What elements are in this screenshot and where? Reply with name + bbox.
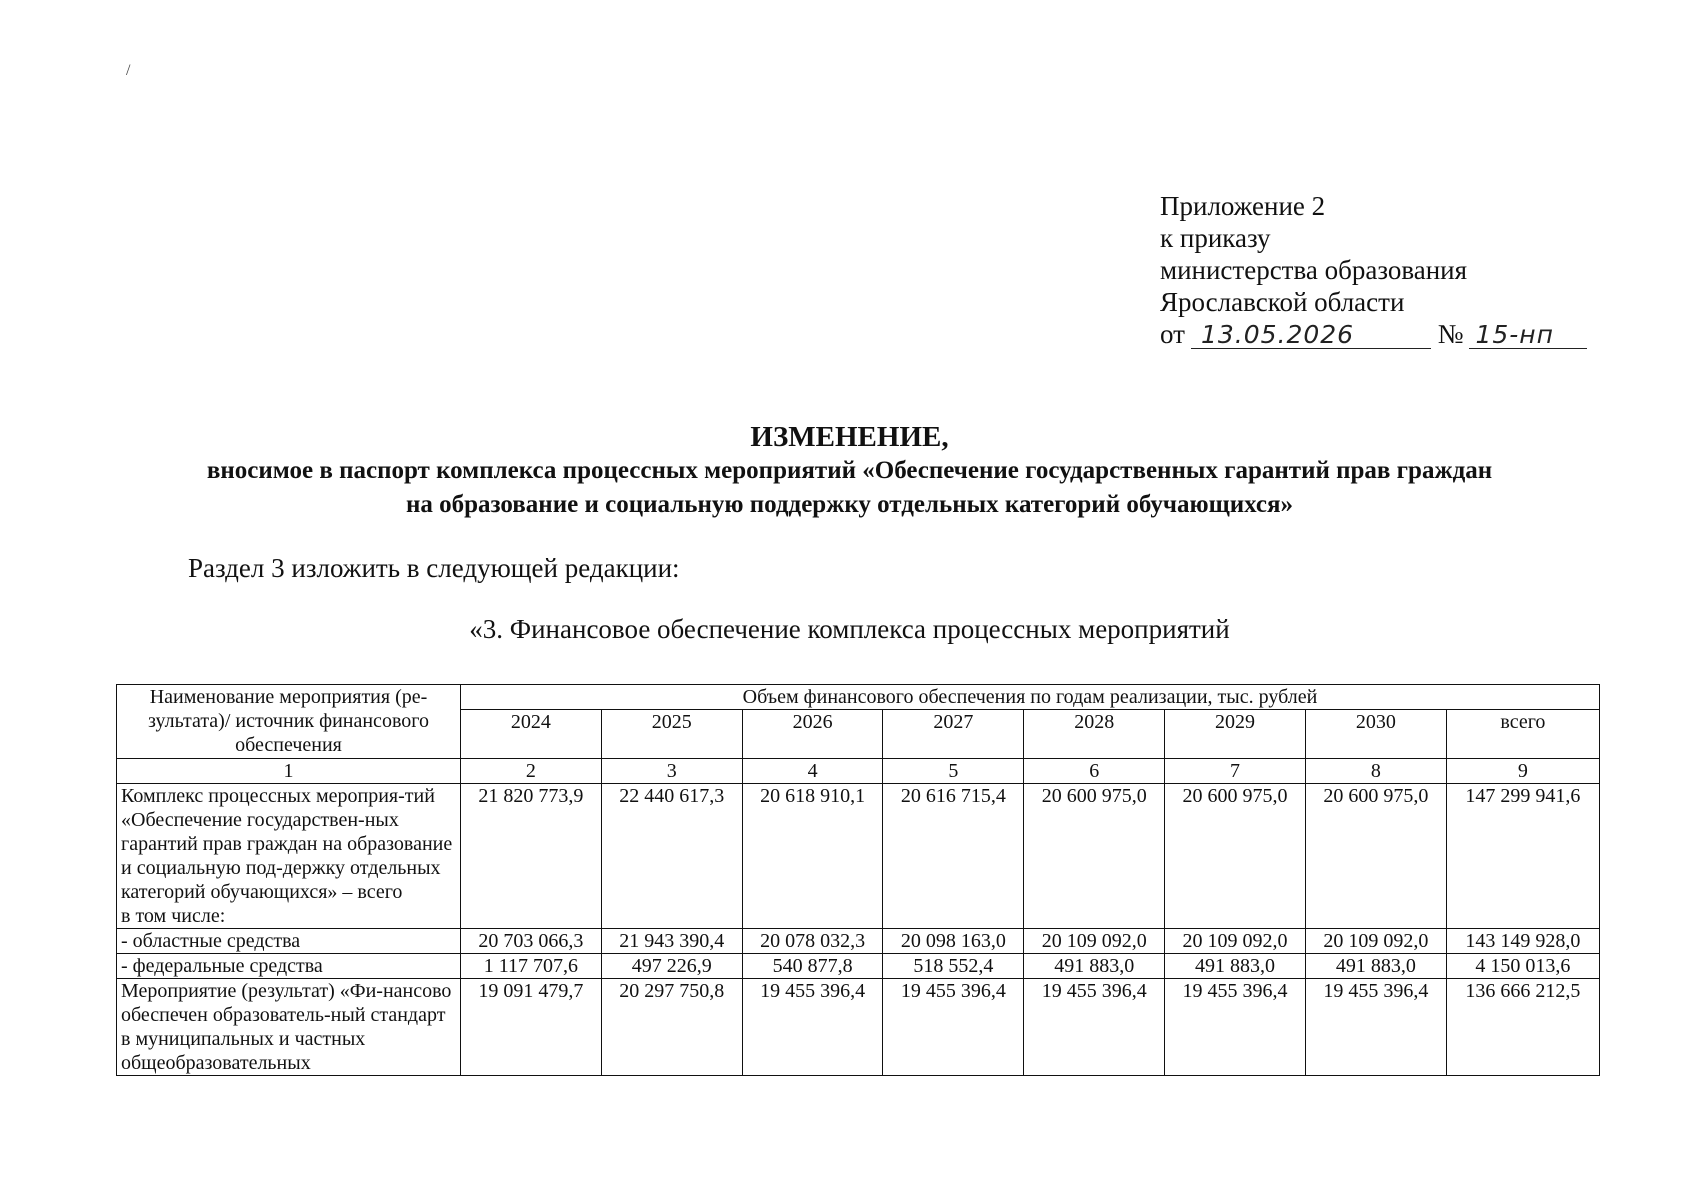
value-cell: 21 943 390,4 xyxy=(601,929,742,954)
section-title-text: «3. Финансовое обеспечение комплекса процессных мероприятий xyxy=(469,614,1230,644)
value-cell: 20 600 975,0 xyxy=(1165,784,1306,929)
corner-mark: / xyxy=(126,62,131,79)
value-cell: 491 883,0 xyxy=(1305,954,1446,979)
value-cell: 20 600 975,0 xyxy=(1024,784,1165,929)
table-header-row xyxy=(117,685,1600,710)
row-name-cell: - федеральные средства xyxy=(117,954,461,979)
handwritten-date: 13.05.2026 xyxy=(1191,322,1431,349)
appendix-line-2: к приказу xyxy=(1160,223,1271,253)
value-cell: 19 455 396,4 xyxy=(742,979,883,1076)
value-cell: 19 455 396,4 xyxy=(1305,979,1446,1076)
value-cell: 540 877,8 xyxy=(742,954,883,979)
document-title xyxy=(0,420,1699,522)
value-cell: 19 455 396,4 xyxy=(1024,979,1165,1076)
title-subtitle-line-2: на образование и социальную поддержку отдельных категорий обучающихся» xyxy=(405,491,1294,518)
appendix-date-line xyxy=(1160,318,1587,350)
index-cell: 2 xyxy=(461,759,602,784)
value-cell: 143 149 928,0 xyxy=(1446,929,1599,954)
table-row xyxy=(117,784,1600,929)
year-cell: 2028 xyxy=(1024,710,1165,759)
year-cell: всего xyxy=(1446,710,1599,759)
value-cell: 21 820 773,9 xyxy=(461,784,602,929)
year-cell: 2026 xyxy=(742,710,883,759)
table-row xyxy=(117,979,1600,1076)
table-row xyxy=(117,954,1600,979)
index-cell: 1 xyxy=(117,759,461,784)
value-cell: 20 703 066,3 xyxy=(461,929,602,954)
table-index-row xyxy=(117,759,1600,784)
value-cell: 19 455 396,4 xyxy=(1165,979,1306,1076)
value-cell: 19 091 479,7 xyxy=(461,979,602,1076)
row-name-extra: в том числе: xyxy=(121,905,226,927)
index-cell: 3 xyxy=(601,759,742,784)
value-cell: 20 618 910,1 xyxy=(742,784,883,929)
value-cell: 20 109 092,0 xyxy=(1165,929,1306,954)
index-cell: 7 xyxy=(1165,759,1306,784)
year-cell: 2027 xyxy=(883,710,1024,759)
value-cell: 20 109 092,0 xyxy=(1024,929,1165,954)
title-subtitle-line-1: вносимое в паспорт комплекса процессных мероприятий «Обеспечение государственных гарантий прав граждан xyxy=(206,457,1493,484)
value-cell: 4 150 013,6 xyxy=(1446,954,1599,979)
from-label: от xyxy=(1160,319,1185,349)
row-name-cell: - областные средства xyxy=(117,929,461,954)
value-cell: 20 297 750,8 xyxy=(601,979,742,1076)
value-cell: 147 299 941,6 xyxy=(1446,784,1599,929)
value-cell: 19 455 396,4 xyxy=(883,979,1024,1076)
row-name-cell: Мероприятие (результат) «Фи-нансово обеспечен образователь-ный стандарт в муниципальных и частных общеобразовательных xyxy=(117,979,461,1076)
value-cell: 491 883,0 xyxy=(1165,954,1306,979)
index-cell: 4 xyxy=(742,759,883,784)
value-cell: 491 883,0 xyxy=(1024,954,1165,979)
financing-table xyxy=(116,684,1600,1076)
year-cell: 2024 xyxy=(461,710,602,759)
value-cell: 136 666 212,5 xyxy=(1446,979,1599,1076)
header-volume-cell: Объем финансового обеспечения по годам реализации, тыс. рублей xyxy=(461,685,1600,710)
row-name-text: Комплекс процессных мероприя-тий «Обеспечение государствен-ных гарантий прав граждан на образование и социальную под-держку отдельных категорий обучающихся» – всего xyxy=(121,785,453,903)
section-title xyxy=(0,614,1699,645)
title-heading: ИЗМЕНЕНИЕ, xyxy=(750,421,949,453)
value-cell: 497 226,9 xyxy=(601,954,742,979)
number-label: № xyxy=(1437,319,1464,349)
index-cell: 6 xyxy=(1024,759,1165,784)
row-name-cell xyxy=(117,784,461,929)
appendix-line-3: министерства образования xyxy=(1160,255,1468,285)
header-name-cell: Наименование мероприятия (ре-зультата)/ источник финансового обеспечения xyxy=(117,685,461,759)
value-cell: 20 098 163,0 xyxy=(883,929,1024,954)
index-cell: 8 xyxy=(1305,759,1446,784)
index-cell: 5 xyxy=(883,759,1024,784)
year-cell: 2025 xyxy=(601,710,742,759)
year-cell: 2030 xyxy=(1305,710,1446,759)
value-cell: 518 552,4 xyxy=(883,954,1024,979)
value-cell: 22 440 617,3 xyxy=(601,784,742,929)
appendix-line-1: Приложение 2 xyxy=(1160,191,1326,221)
index-cell: 9 xyxy=(1446,759,1599,784)
value-cell: 20 109 092,0 xyxy=(1305,929,1446,954)
value-cell: 20 600 975,0 xyxy=(1305,784,1446,929)
table-row xyxy=(117,929,1600,954)
year-cell: 2029 xyxy=(1165,710,1306,759)
appendix-line-4: Ярославской области xyxy=(1160,287,1405,317)
instruction-text: Раздел 3 изложить в следующей редакции: xyxy=(188,553,680,583)
appendix-block xyxy=(1160,190,1587,350)
value-cell: 20 616 715,4 xyxy=(883,784,1024,929)
handwritten-number: 15-нп xyxy=(1469,322,1587,349)
value-cell: 1 117 707,6 xyxy=(461,954,602,979)
value-cell: 20 078 032,3 xyxy=(742,929,883,954)
